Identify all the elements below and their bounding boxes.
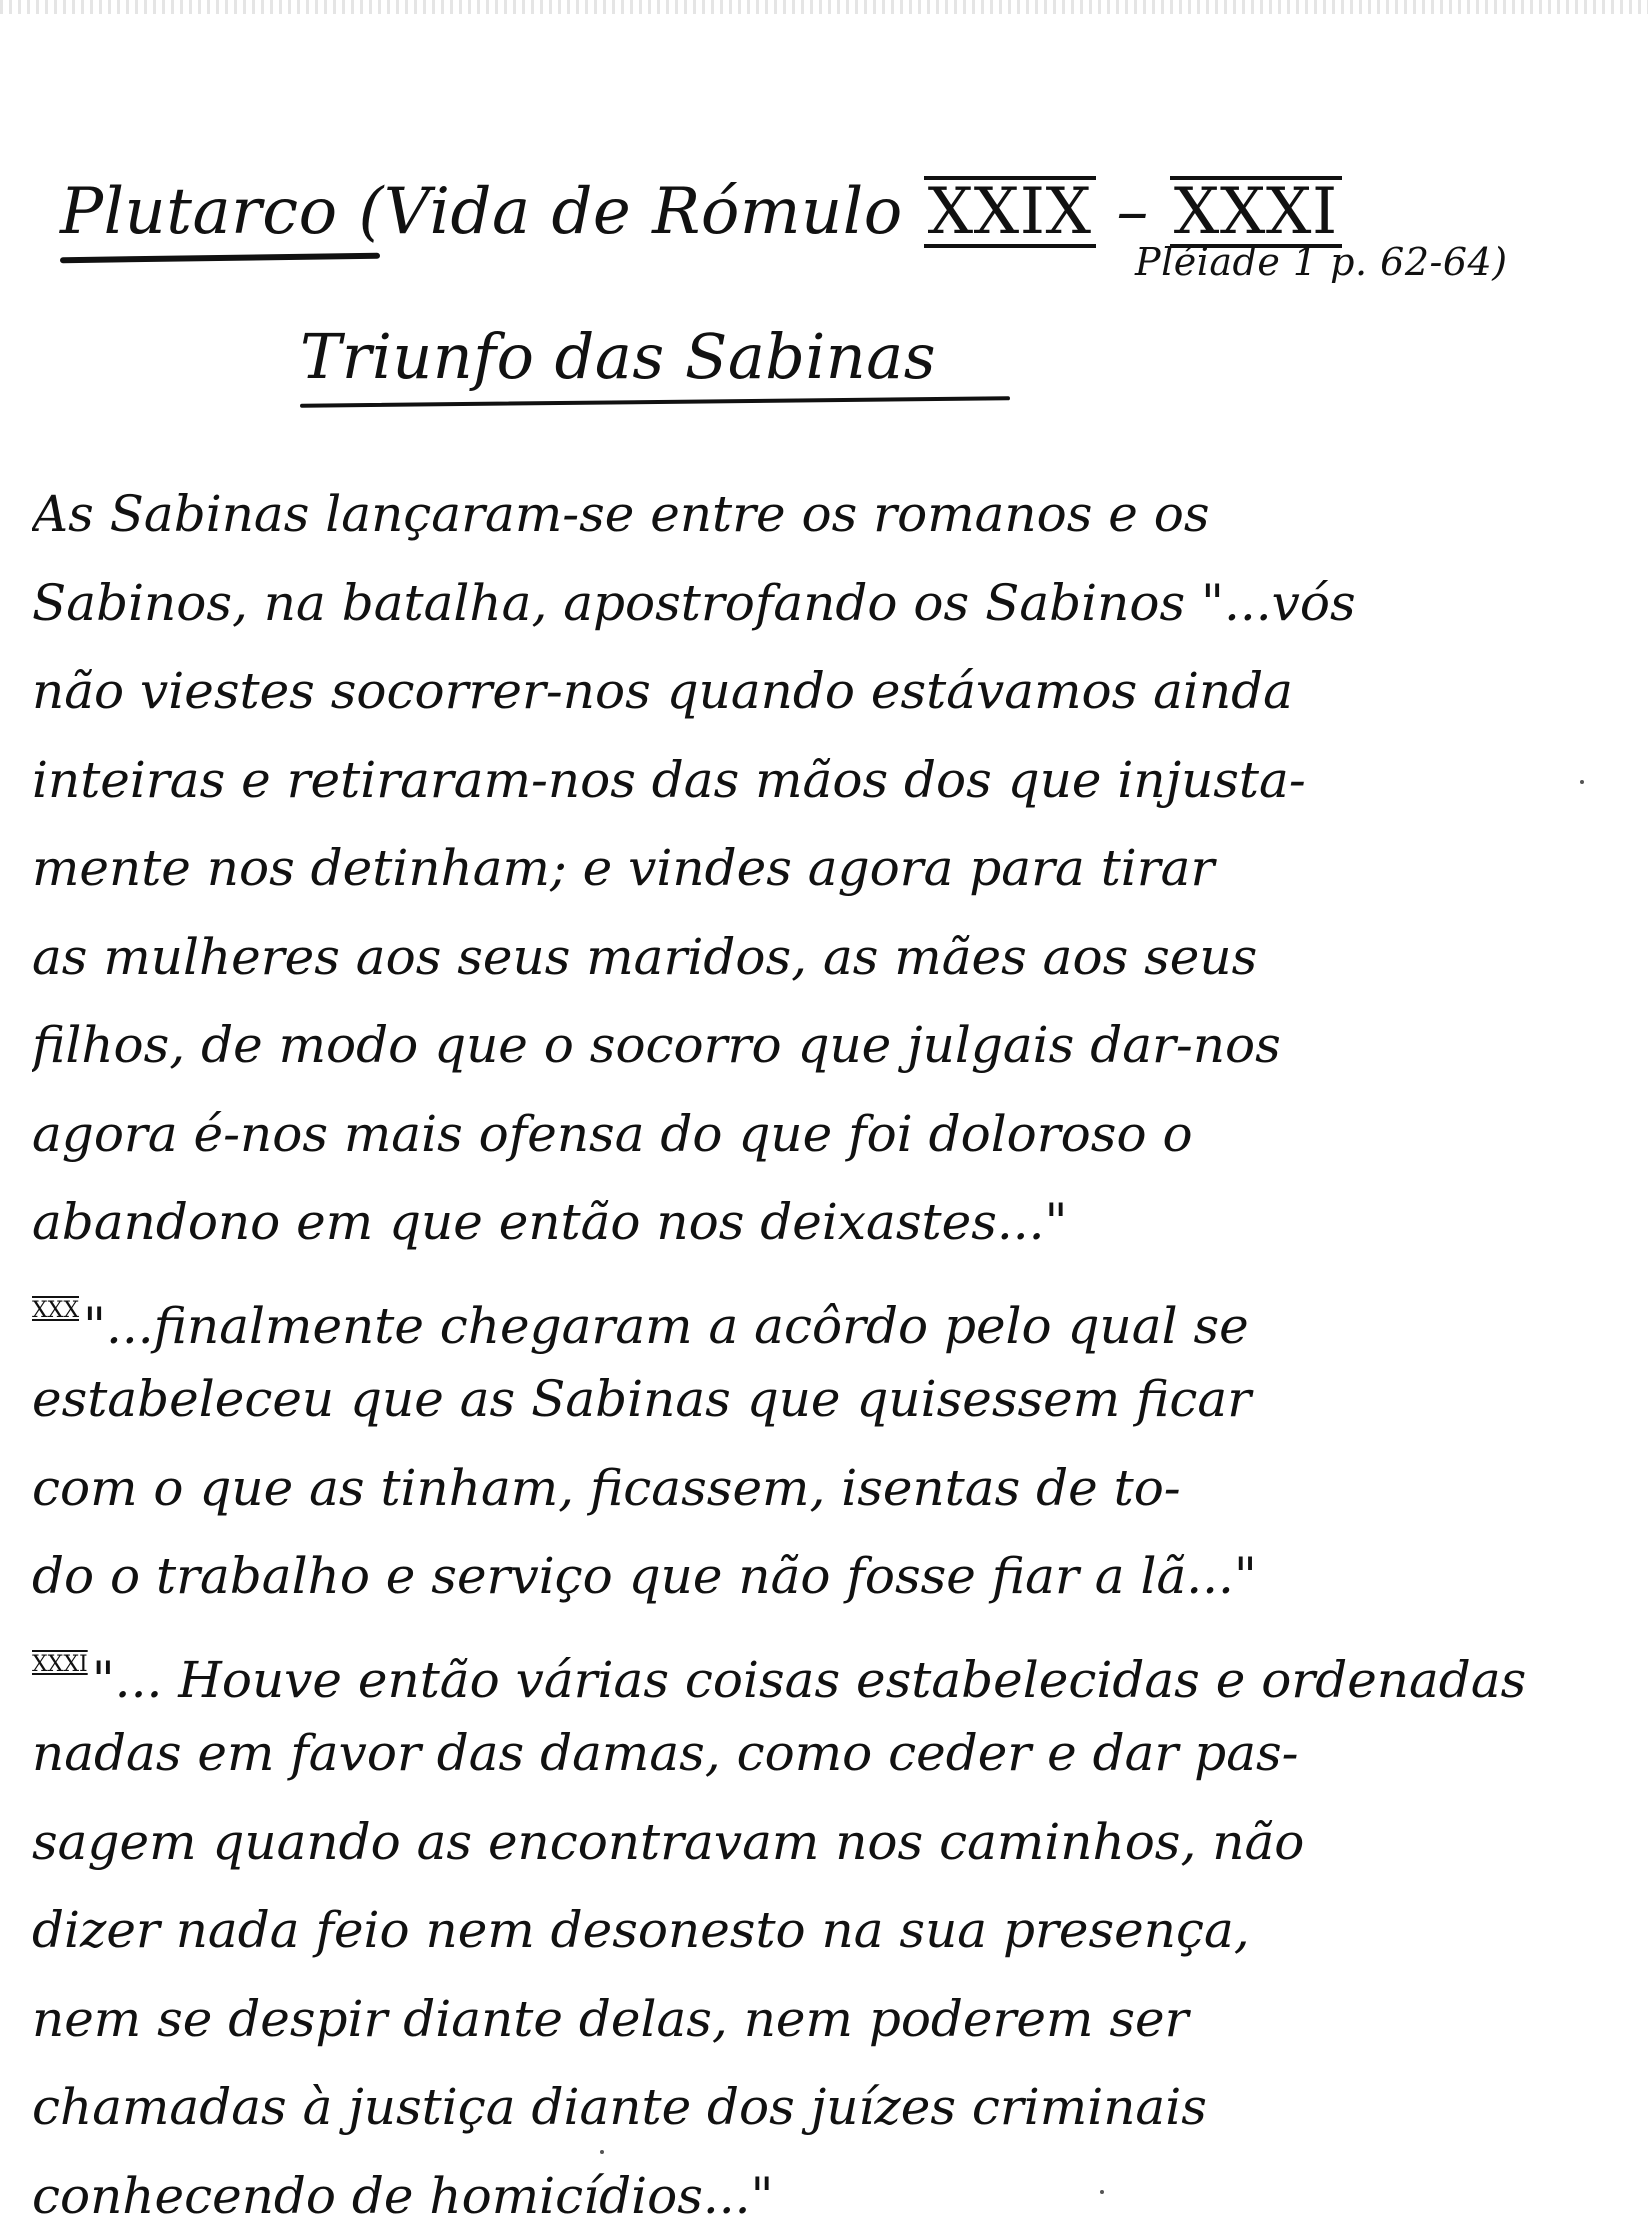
text-line: Sabinos, na batalha, apostrofando os Sabinos "...vós <box>32 573 1356 632</box>
edition-reference: Pléiade 1 p. 62-64) <box>1135 240 1508 284</box>
text-line: $^{XXX}$"...finalmente chegaram a acôrdo pelo qual se <box>32 1296 1249 1355</box>
author-name: Plutarco <box>60 175 338 249</box>
text-line: chamadas à justiça diante dos juízes criminais <box>32 2078 1207 2136</box>
author-underline <box>60 253 380 263</box>
text-line: $^{XXXI}$"... Houve então várias coisas estabelecidas e ordenadas <box>32 1650 1527 1709</box>
text-line: não viestes socorrer-nos quando estávamos ainda <box>32 662 1293 720</box>
text-line: estabeleceu que as Sabinas que quisessem ficar <box>32 1370 1252 1428</box>
scan-speck <box>1100 2190 1104 2194</box>
header-title <box>60 175 1342 249</box>
text-line: nadas em favor das damas, como ceder e dar pas- <box>32 1724 1299 1782</box>
work-title: (Vida de Rómulo <box>358 175 903 249</box>
chapters-dash: – <box>1116 175 1149 249</box>
chapters-end: XXXI <box>1170 176 1342 248</box>
chapters-start: XXIX <box>924 176 1096 248</box>
text-line: agora é-nos mais ofensa do que foi doloroso o <box>32 1104 1193 1163</box>
text-line: inteiras e retiraram-nos das mãos dos que injusta- <box>32 750 1306 809</box>
section-heading: Triunfo das Sabinas <box>300 320 937 393</box>
text-line: conhecendo de homicídios..." <box>32 2166 774 2224</box>
text-line: dizer nada feio nem desonesto na sua presença, <box>32 1901 1250 1959</box>
text-line: sagem quando as encontravam nos caminhos, não <box>32 1812 1305 1871</box>
body-text <box>32 470 1622 2224</box>
scan-edge-noise <box>0 0 1648 14</box>
text-line: filhos, de modo que o socorro que julgais dar-nos <box>32 1016 1281 1074</box>
text-line: nem se despir diante delas, nem poderem ser <box>32 1989 1189 2048</box>
text-line: as mulheres aos seus maridos, as mães aos seus <box>32 927 1258 986</box>
text-line: As Sabinas lançaram-se entre os romanos e os <box>32 485 1210 543</box>
heading-underline <box>300 396 1010 407</box>
chapter-marker: XXX <box>32 1297 79 1323</box>
text-line: mente nos detinham; e vindes agora para tirar <box>32 839 1215 897</box>
text-line: com o que as tinham, ficassem, isentas de to- <box>32 1458 1181 1517</box>
text-line: abandono em que então nos deixastes..." <box>32 1193 1068 1251</box>
scan-speck <box>600 2150 604 2154</box>
scan-speck <box>1580 780 1584 784</box>
chapter-marker: XXXI <box>32 1651 88 1677</box>
text-line: do o trabalho e serviço que não fosse fiar a lã..." <box>32 1547 1257 1605</box>
